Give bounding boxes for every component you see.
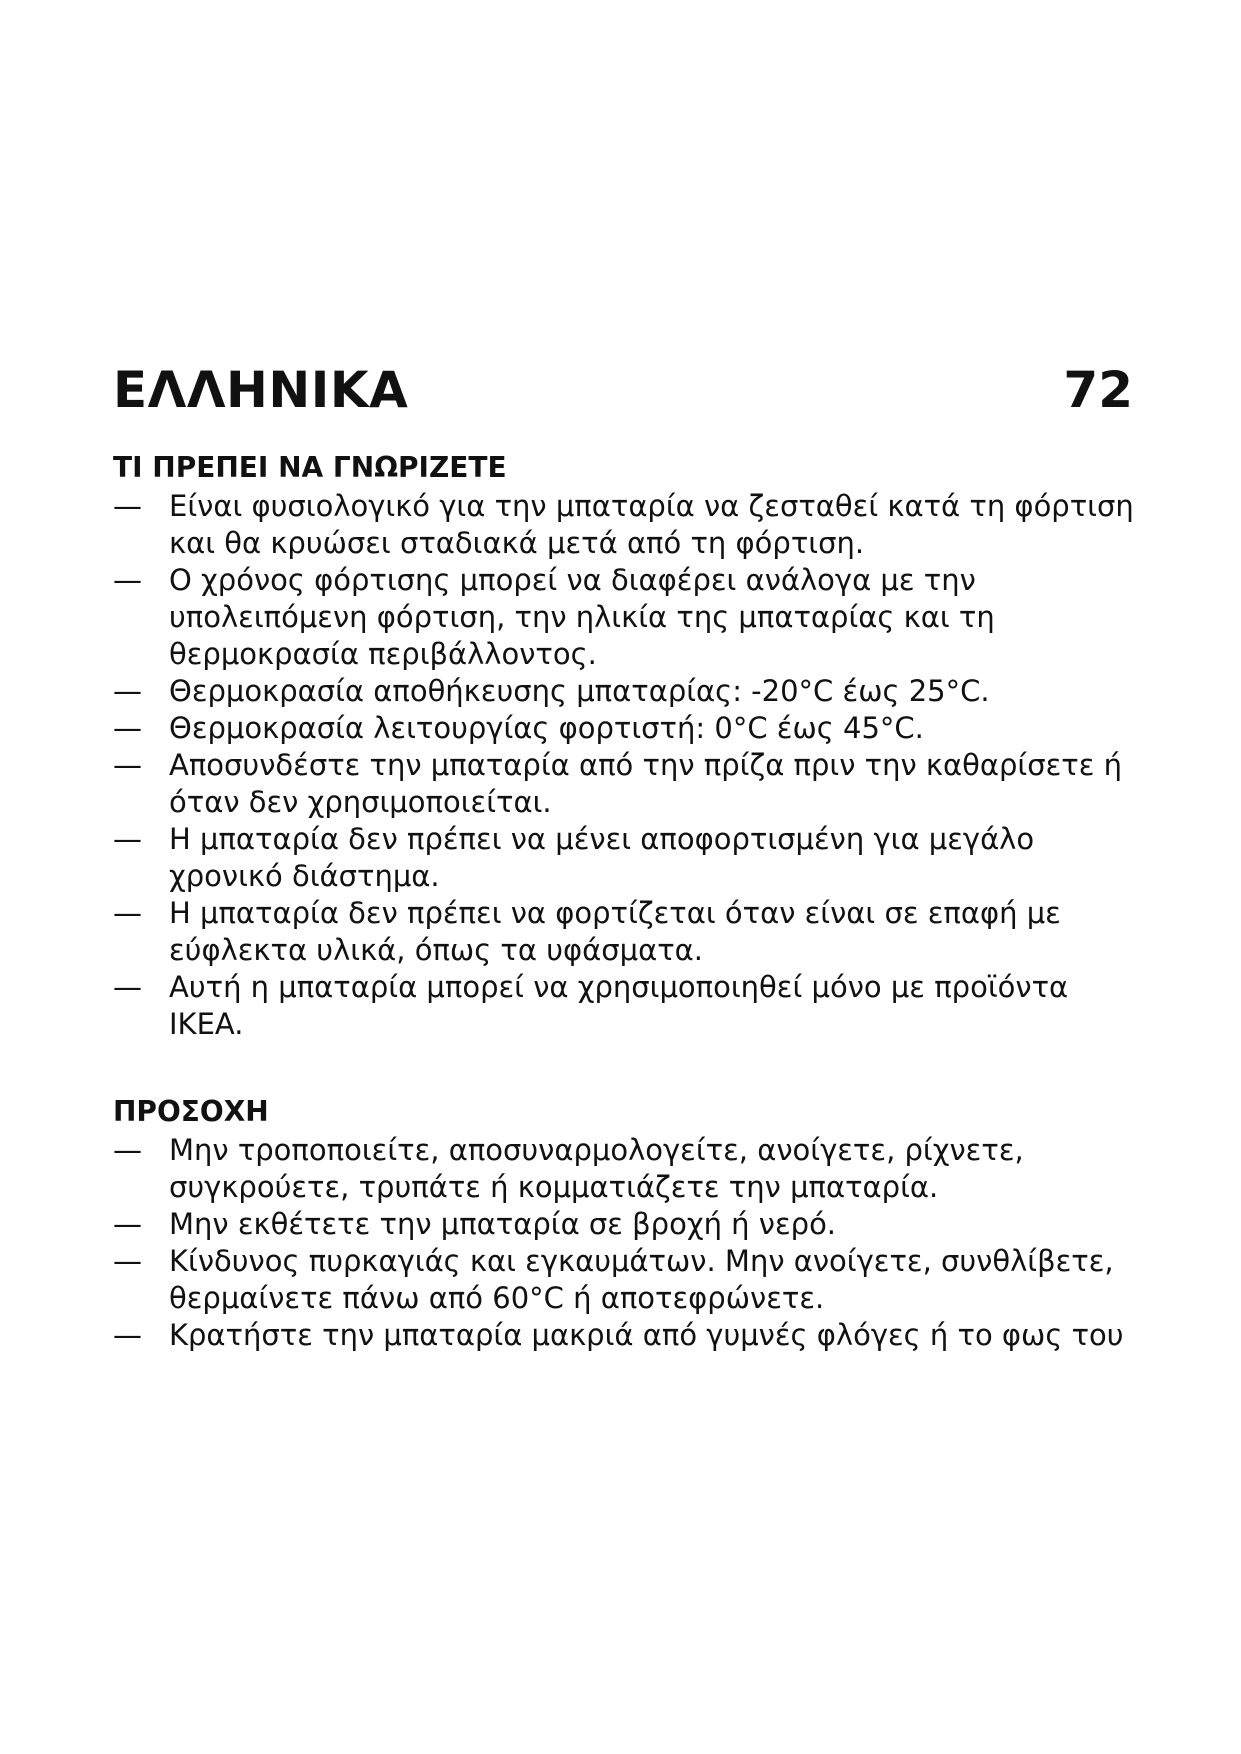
list-item-text: Θερμοκρασία λειτουργίας φορτιστή: 0°C έως 45°C. <box>169 711 924 745</box>
list-item <box>113 1206 1143 1243</box>
dash-bullet: — <box>113 674 142 708</box>
list-item-text: Μην τροποποιείτε, αποσυναρμολογείτε, ανοίγετε, ρίχνετε, συγκρούετε, τρυπάτε ή κομματιάζετε την μπαταρία. <box>169 1133 1024 1204</box>
list-item-text: Η μπαταρία δεν πρέπει να φορτίζεται όταν είναι σε επαφή με εύφλεκτα υλικά, όπως τα υφάσματα. <box>169 896 1061 967</box>
dash-bullet: — <box>113 1244 142 1278</box>
dash-bullet: — <box>113 1207 142 1241</box>
section-heading: ΠΡΟΣΟΧΗ <box>113 1095 269 1128</box>
bullet-list <box>113 1132 1143 1354</box>
list-item <box>113 562 1143 673</box>
list-item <box>113 1243 1143 1317</box>
list-item-text: Ο χρόνος φόρτισης μπορεί να διαφέρει ανάλογα με την υπολειπόμενη φόρτιση, την ηλικία της μπαταρίας και τη θερμοκρασία περιβάλλοντος. <box>169 563 995 671</box>
list-item <box>113 488 1143 562</box>
list-item <box>113 969 1143 1043</box>
page-header <box>113 355 1133 425</box>
list-item-text: Μην εκθέτετε την μπαταρία σε βροχή ή νερό. <box>169 1207 837 1241</box>
list-item <box>113 747 1143 821</box>
bullet-list <box>113 488 1143 1043</box>
dash-bullet: — <box>113 822 142 856</box>
list-item <box>113 710 1143 747</box>
dash-bullet: — <box>113 563 142 597</box>
list-item <box>113 673 1143 710</box>
list-item-text: Αυτή η μπαταρία μπορεί να χρησιμοποιηθεί μόνο με προϊόντα IKEA. <box>169 970 1069 1041</box>
dash-bullet: — <box>113 896 142 930</box>
list-item <box>113 1132 1143 1206</box>
dash-bullet: — <box>113 489 142 523</box>
section-caution <box>113 1092 1143 1354</box>
language-title: ΕΛΛΗΝΙΚΑ <box>113 361 409 419</box>
list-item-text: Θερμοκρασία αποθήκευσης μπαταρίας: -20°C έως 25°C. <box>169 674 990 708</box>
dash-bullet: — <box>113 970 142 1004</box>
dash-bullet: — <box>113 711 142 745</box>
list-item-text: Κίνδυνος πυρκαγιάς και εγκαυμάτων. Μην ανοίγετε, συνθλίβετε, θερμαίνετε πάνω από 60°C ή αποτεφρώνετε. <box>169 1244 1114 1315</box>
list-item <box>113 1317 1143 1354</box>
list-item-text: Κρατήστε την μπαταρία μακριά από γυμνές φλόγες ή το φως του <box>169 1318 1124 1352</box>
section-what-to-know <box>113 448 1143 1043</box>
list-item-text: Η μπαταρία δεν πρέπει να μένει αποφορτισμένη για μεγάλο χρονικό διάστημα. <box>169 822 1035 893</box>
list-item <box>113 821 1143 895</box>
list-item <box>113 895 1143 969</box>
section-heading: ΤΙ ΠΡΕΠΕΙ ΝΑ ΓΝΩΡΙΖΕΤΕ <box>113 451 507 484</box>
dash-bullet: — <box>113 748 142 782</box>
list-item-text: Είναι φυσιολογικό για την μπαταρία να ζεσταθεί κατά τη φόρτιση και θα κρυώσει σταδιακά μετά από τη φόρτιση. <box>169 489 1134 560</box>
page-number: 72 <box>1063 361 1133 419</box>
list-item-text: Αποσυνδέστε την μπαταρία από την πρίζα πριν την καθαρίσετε ή όταν δεν χρησιμοποιείται. <box>169 748 1122 819</box>
dash-bullet: — <box>113 1318 142 1352</box>
dash-bullet: — <box>113 1133 142 1167</box>
